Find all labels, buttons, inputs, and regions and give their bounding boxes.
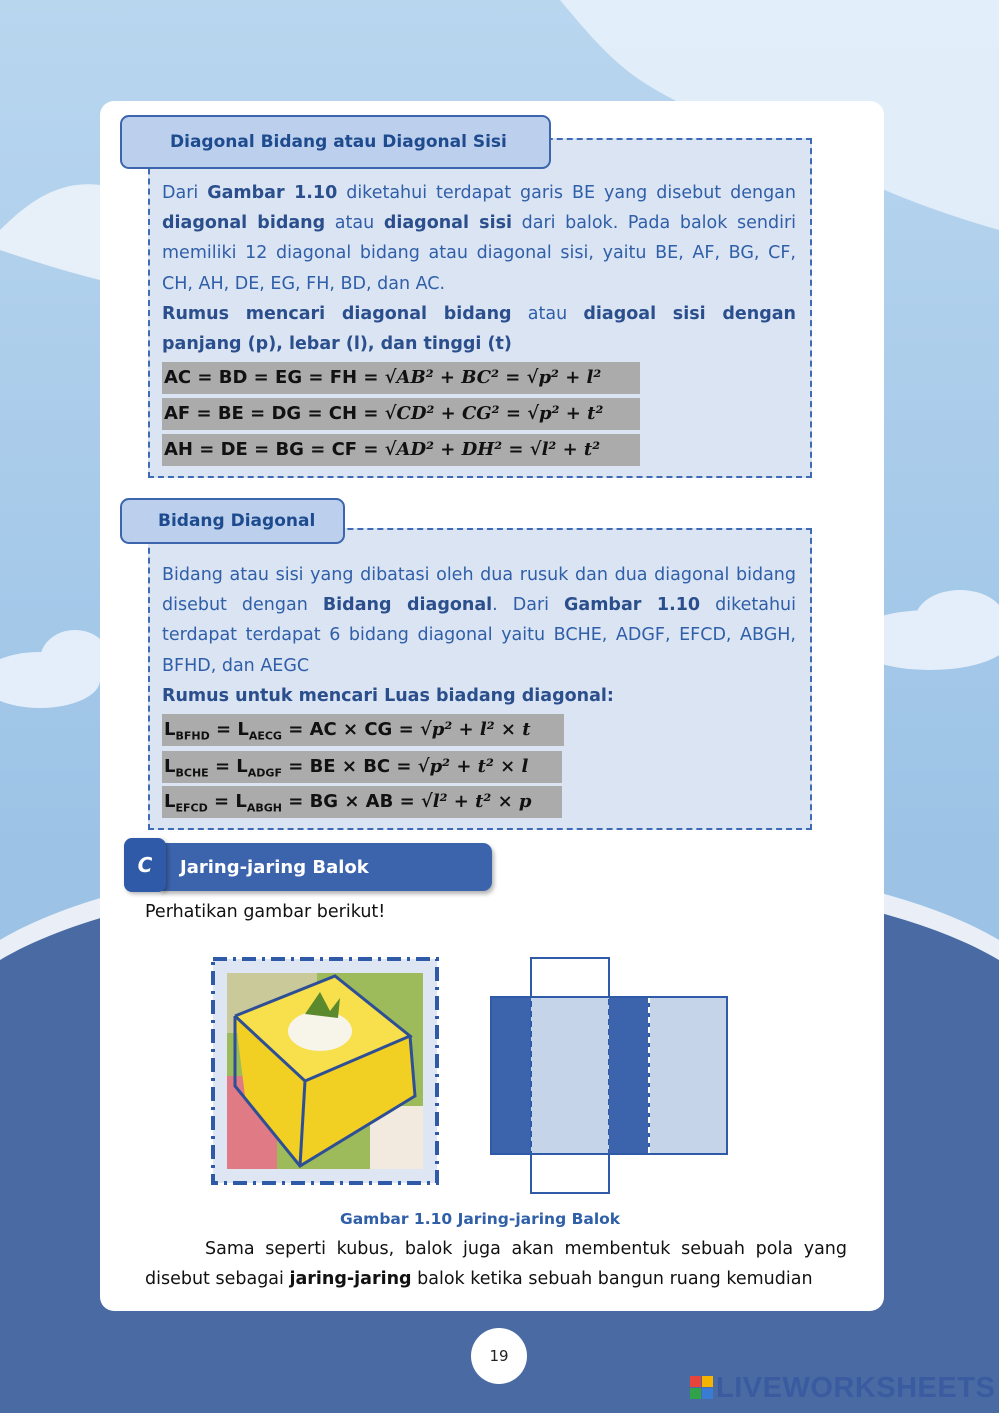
- section-c-badge: C: [124, 838, 166, 892]
- rumus-label: Rumus untuk mencari Luas biadang diagonal:: [162, 685, 614, 706]
- cuboid-net-diagram: [490, 956, 730, 1196]
- figure-ref: Gambar 1.10: [207, 183, 338, 203]
- diagonal-section-title: Diagonal Bidang atau Diagonal Sisi: [120, 115, 551, 169]
- body-paragraph: Sama seperti kubus, balok juga akan membentuk sebuah pola yang disebut sebagai jaring-jaring balok ketika sebuah bangun ruang kemudian: [145, 1239, 847, 1289]
- liveworksheets-logo: [690, 1370, 995, 1406]
- area-formula-row: $L_{BCHE} = L_{ADGF}$ = BE × BC = √p² + t² × l: [162, 751, 562, 783]
- formula-row: AC = BD = EG = FH = √AB² + BC² = √p² + l²: [162, 362, 640, 394]
- cake-photo: [210, 956, 440, 1186]
- page-number: 19: [471, 1328, 527, 1384]
- brand-name: LIVEWORKSHEETS: [716, 1371, 996, 1404]
- instruction-text: Perhatikan gambar berikut!: [145, 902, 386, 922]
- area-formula-row: $L_{EFCD} = L_{ABGH}$ = BG × AB = √l² + t² × p: [162, 786, 562, 818]
- formula-row: AF = BE = DG = CH = √CD² + CG² = √p² + t²: [162, 398, 640, 430]
- area-formula-row: $L_{BFHD} = L_{AECG}$ = AC × CG = √p² + l² × t: [162, 714, 564, 746]
- rumus-label: Rumus mencari diagonal bidang: [162, 303, 512, 324]
- diagonal-paragraph: Dari Gambar 1.10 diketahui terdapat garis BE yang disebut dengan diagonal bidang atau diagonal sisi dari balok. Pada balok sendiri memiliki 12 diagonal bidang atau diagonal sisi, yaitu BE, AF, BG, CF, CH, AH, DE, EG, FH, BD, dan AC. Rumus mencari diagonal bidang atau diagoal sisi dengan panjang (p), lebar (l), dan tinggi (t): [162, 183, 797, 355]
- liveworksheets-icon: [690, 1376, 714, 1400]
- formula-row: AH = DE = BG = CF = √AD² + DH² = √l² + t²: [162, 434, 640, 466]
- bidang-paragraph: Bidang atau sisi yang dibatasi oleh dua rusuk dan dua diagonal bidang disebut dengan Bidang diagonal. Dari Gambar 1.10 diketahui terdapat terdapat 6 bidang diagonal yaitu BCHE, ADGF, EFCD, ABGH, BFHD, dan AEGC Rumus untuk mencari Luas biadang diagonal:: [162, 565, 796, 706]
- figure-caption: Gambar 1.10 Jaring-jaring Balok: [340, 1210, 621, 1228]
- section-c-title: Jaring-jaring Balok: [160, 843, 492, 891]
- bidang-section-title: Bidang Diagonal: [120, 498, 345, 544]
